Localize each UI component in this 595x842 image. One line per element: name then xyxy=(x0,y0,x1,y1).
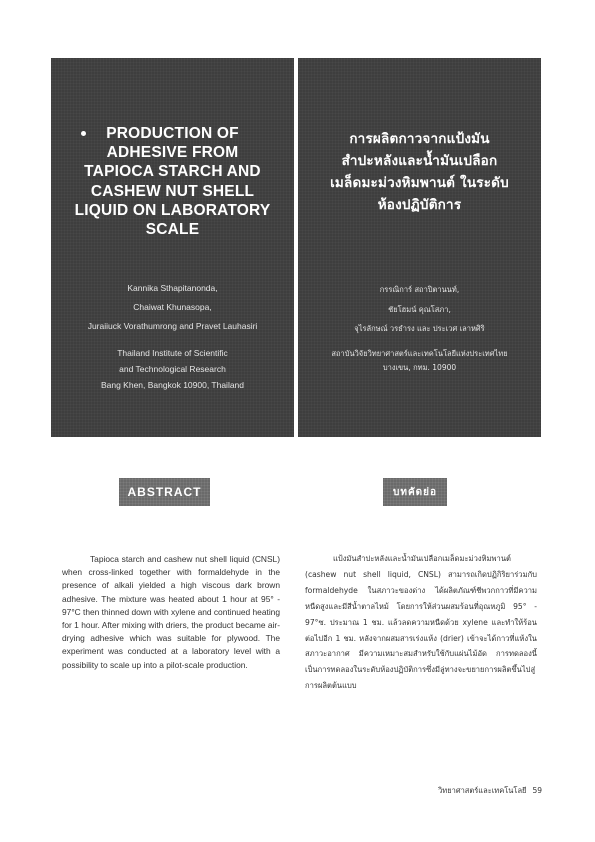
abstract-heading: ABSTRACT xyxy=(119,478,210,506)
english-title: PRODUCTION OF ADHESIVE FROM TAPIOCA STARCH AND CASHEW NUT SHELL LIQUID ON LABORATORY SCALE xyxy=(74,125,271,239)
thai-title: การผลิตกาวจากแป้งมัน สำปะหลังและน้ำมันเปลือก เมล็ดมะม่วงหิมพานต์ ในระดับ ห้องปฏิบัติการ xyxy=(330,131,509,213)
thai-abstract-text: แป้งมันสำปะหลังและน้ำมันเปลือกเมล็ดมะม่วงหิมพานต์ (cashew nut shell liquid, CNSL) สามารถเกิดปฏิกิริยาร่วมกับ formaldehyde ในสภาวะของด่าง ได้ผลิตภัณฑ์ชีพวกกาวที่มีความหนืดสูงและมีสีน้ำตาลไหม้ โดยการให้ส่วนผสมร้อนที่อุณหภูมิ 95° - 97°ซ. ประมาณ 1 ชม. แล้วลดความหนืดด้วย xylene และทำให้ร้อนต่อไปอีก 1 ชม. หลังจากผสมสารเร่งแห้ง (drier) เข้าจะได้กาวที่แห้งในสภาวะอากาศ มีความเหมาะสมสำหรับใช้กับแผ่นไม้อัด การทดลองนี้เป็นการทดลองในระดับห้องปฏิบัติการซึ่งมีลู่ทางจะขยายการผลิตขึ้นไปสู่การผลิตต้นแบบ xyxy=(305,554,537,691)
page-footer xyxy=(438,785,542,797)
english-authors: Kannika Sthapitanonda, Chaiwat Khunasopa, Juraiiuck Vorathumrong and Pravet Lauhasiri xyxy=(87,283,258,331)
thai-abstract-heading: บทคัดย่อ xyxy=(383,478,447,506)
thai-institution: สถาบันวิจัยวิทยาศาสตร์และเทคโนโลยีแห่งประเทศไทย บางเขน, กทม. 10900 xyxy=(331,349,508,372)
thai-authors: กรรณิการ์ สถาปิตานนท์, ชัยโฮมน์ คุณโสภา, จุไรลักษณ์ วรธำรง และ ประเวศ เลาหศิริ xyxy=(354,285,485,333)
page-number: 59 xyxy=(532,786,542,795)
thai-title-panel xyxy=(298,58,541,437)
journal-name: วิทยาศาสตร์และเทคโนโลยี xyxy=(438,786,527,795)
english-title-panel xyxy=(51,58,294,437)
english-abstract-text: Tapioca starch and cashew nut shell liquid (CNSL) when cross-linked together with formaldehyde in the presence of alkali yielded a high viscous dark brown adhesive. The mixture was heated about 1 hour at 95° - 97°C then thinned down with xylene and continued heating for 1 hour. After mixing with driers, the product became air-drying adhesive which was suitable for plywood. The experiment was conducted at a laboratory level with a possibility to scale up into a pilot-scale production. xyxy=(62,554,280,670)
english-institution: Thailand Institute of Scientific and Technological Research Bang Khen, Bangkok 10900, Thailand xyxy=(100,348,245,390)
